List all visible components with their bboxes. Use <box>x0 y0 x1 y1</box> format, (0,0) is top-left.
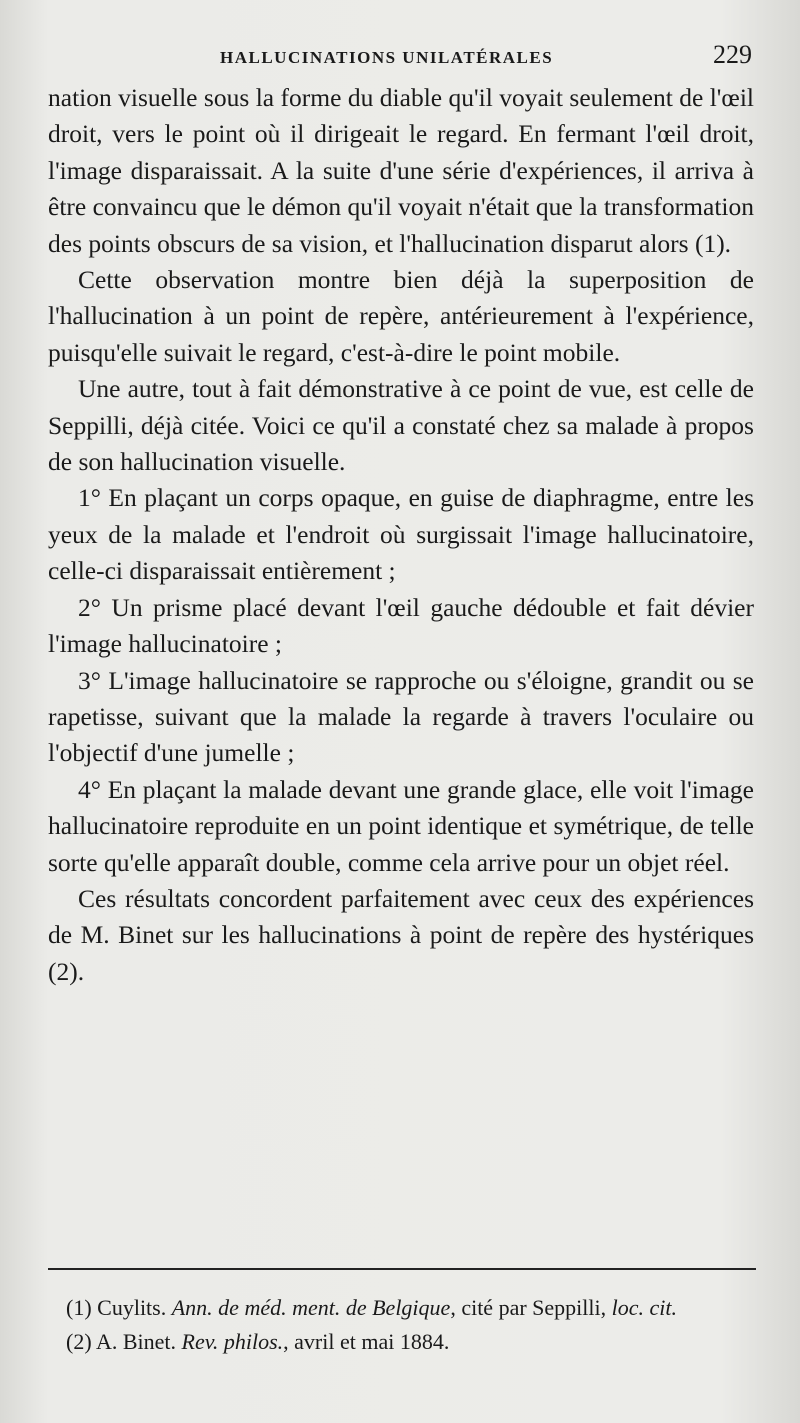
footnote-rule <box>48 1268 756 1270</box>
footnote-author: Cuylits. <box>97 1295 167 1320</box>
footnote-rest: , cité par Seppilli, <box>450 1295 607 1320</box>
footnote-rest: , avril et mai 1884. <box>283 1329 450 1354</box>
footnotes <box>48 1295 754 1363</box>
footnote-loc: loc. cit. <box>611 1295 677 1320</box>
paragraph: nation visuelle sous la forme du diable qu'il voyait seulement de l'œil droit, vers le point où il dirigeait le regard. En fermant l'œil droit, l'image disparaissait. A la suite d'une série d'expériences, il arriva à être convaincu que le démon qu'il voyait n'était que la transformation des points obscurs de sa vision, et l'hallucination disparut alors (1). <box>48 83 754 258</box>
paragraph: Cette observation montre bien déjà la superposition de l'hallucination à un point de repère, antérieurement à l'expérience, puisqu'elle suivait le regard, c'est-à-dire le point mobile. <box>48 265 754 367</box>
footnote-number: (1) <box>66 1295 92 1320</box>
footnote-number: (2) <box>66 1329 92 1354</box>
body-text <box>48 80 754 990</box>
footnote-journal: Rev. philos. <box>181 1329 284 1354</box>
list-item: 3° L'image hallucinatoire se rapproche ou s'éloigne, grandit ou se rapetisse, suivant que la malade la regarde à travers l'oculaire ou l'objectif d'une jumelle ; <box>48 665 754 768</box>
page-header <box>220 40 752 70</box>
footnote-1 <box>48 1295 754 1321</box>
footnote-author: A. Binet. <box>95 1329 177 1354</box>
paragraph: Ces résultats concordent parfaitement avec ceux des expériences de M. Binet sur les hallucinations à point de repère des hystériques (2). <box>48 883 754 986</box>
list-item: 2° Un prisme placé devant l'œil gauche dédouble et fait dévier l'image hallucinatoire ; <box>48 592 754 659</box>
paragraph: Une autre, tout à fait démonstrative à ce point de vue, est celle de Seppilli, déjà citée. Voici ce qu'il a constaté chez sa malade à propos de son hallucination visuelle. <box>48 374 754 477</box>
footnote-journal: Ann. de méd. ment. de Belgique <box>171 1295 451 1320</box>
footnote-2 <box>48 1329 754 1355</box>
page-number: 229 <box>713 40 752 69</box>
list-item: 4° En plaçant la malade devant une grande glace, elle voit l'image hallucinatoire reproduite en un point identique et symétrique, de telle sorte qu'elle apparaît double, comme cela arrive pour un objet réel. <box>48 774 754 877</box>
list-item: 1° En plaçant un corps opaque, en guise de diaphragme, entre les yeux de la malade et l'endroit où surgissait l'image hallucinatoire, celle-ci disparaissait entièrement ; <box>48 483 754 586</box>
running-head: HALLUCINATIONS UNILATÉRALES <box>220 48 554 67</box>
